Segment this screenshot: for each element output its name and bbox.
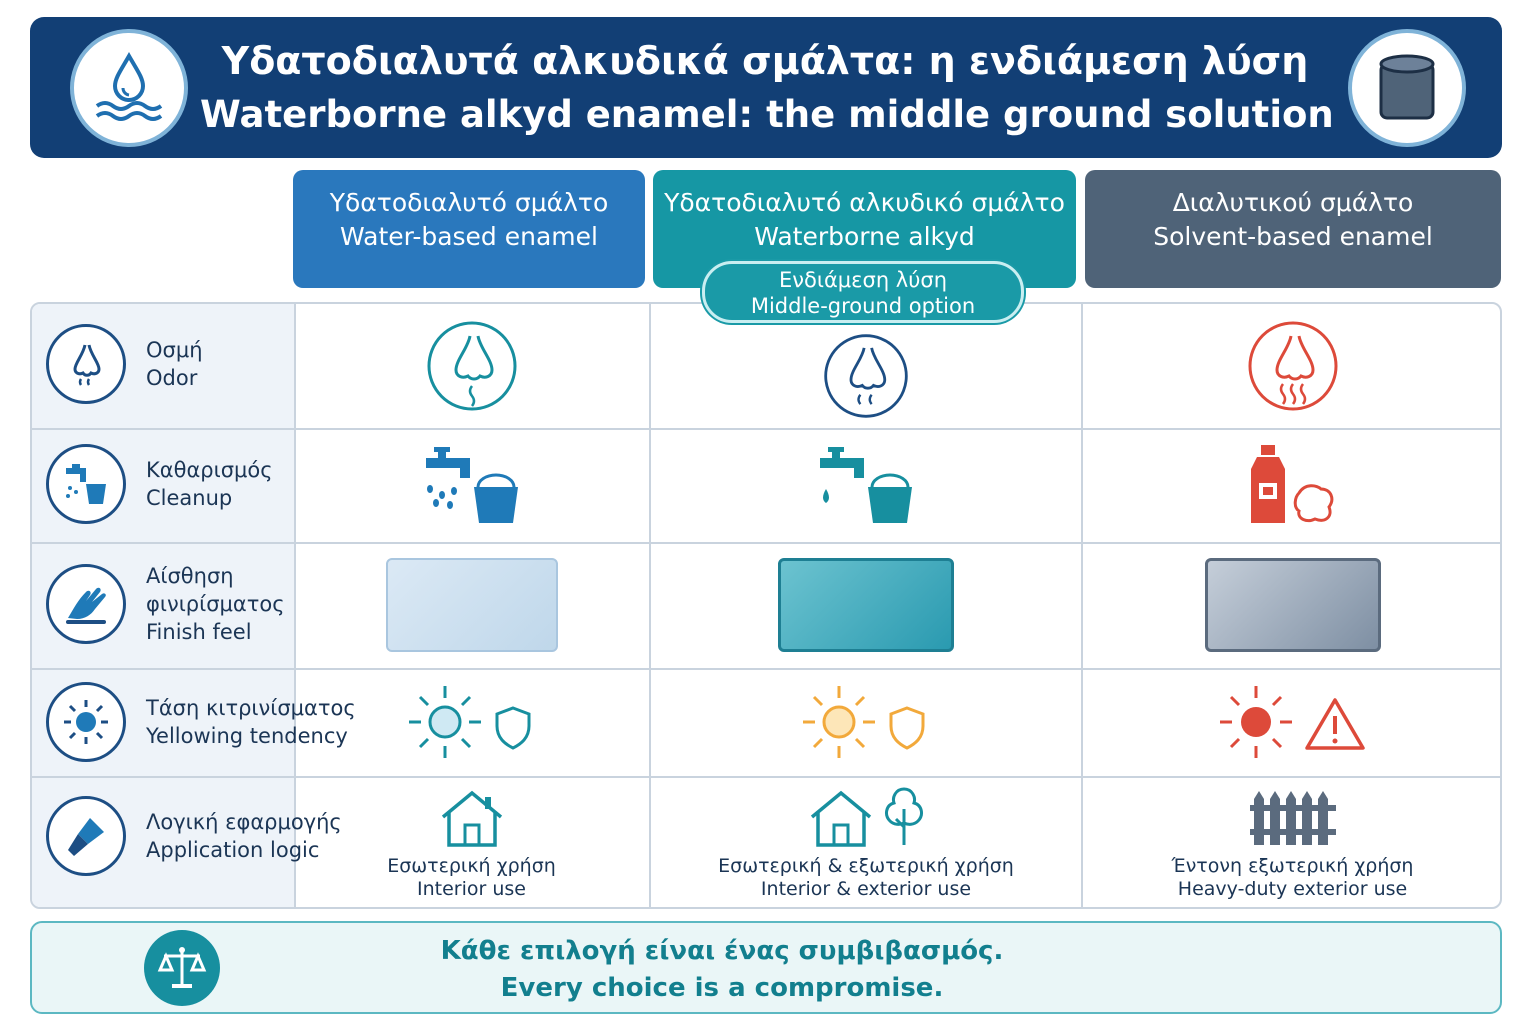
finish-swatch-gloss (1205, 558, 1381, 652)
column-title-greek: Υδατοδιαλυτό σμάλτο (329, 188, 609, 217)
row-label-cleanup (46, 444, 273, 524)
nose-icon (821, 331, 911, 421)
cell-cleanup-water (294, 428, 649, 542)
badge-english: Middle-ground option (750, 294, 976, 318)
application-greek: Εσωτερική χρήση (387, 854, 556, 877)
row-label-greek: Λογική εφαρμογής (146, 810, 342, 834)
cell-odor-solvent (1083, 304, 1502, 428)
badge-greek: Ενδιάμεση λύση (779, 268, 947, 292)
row-label-english: Cleanup (146, 486, 233, 510)
column-title-english: Waterborne alkyd (754, 222, 975, 251)
column-title-greek: Διαλυτικού σμάλτο (1172, 188, 1414, 217)
application-greek: Έντονη εξωτερική χρήση (1171, 854, 1414, 877)
title-english: Waterborne alkyd enamel: the middle ground solution (200, 93, 1334, 136)
row-label-greek: Αίσθηση (146, 564, 234, 588)
header-banner (30, 17, 1502, 158)
column-header-solvent-based (1085, 170, 1501, 288)
fence-icon (1248, 787, 1338, 847)
finish-swatch-matte (386, 558, 558, 652)
cell-cleanup-solvent (1083, 428, 1502, 542)
sun-icon (46, 682, 126, 762)
cell-yellowing-alkyd (649, 668, 1083, 776)
hand-icon (46, 564, 126, 644)
brush-icon (46, 796, 126, 876)
row-label-english: Application logic (146, 838, 320, 862)
faucet-bucket-icon (46, 444, 126, 524)
row-label-greek-line2: φινιρίσματος (146, 592, 285, 616)
title-greek: Υδατοδιαλυτά αλκυδικά σμάλτα: η ενδιάμεση λύση (221, 39, 1309, 83)
water-drop-icon (70, 29, 188, 147)
house-tree-icon (796, 787, 936, 849)
column-title-english: Solvent-based enamel (1153, 222, 1433, 251)
cell-application-solvent (1083, 776, 1502, 909)
comparison-table (30, 302, 1502, 909)
column-title-greek: Υδατοδιαλυτό αλκυδικό σμάλτο (664, 188, 1065, 217)
row-label-greek: Καθαρισμός (146, 458, 273, 482)
nose-icon (46, 324, 126, 404)
row-label-english: Finish feel (146, 620, 252, 644)
cell-finish-water (294, 542, 649, 668)
row-label-finish-feel (46, 562, 285, 646)
application-english: Interior use (417, 877, 526, 900)
row-label-greek: Τάση κιτρινίσματος (146, 696, 356, 720)
cell-application-alkyd (649, 776, 1083, 909)
faucet-bucket-icon (816, 443, 916, 527)
paint-can-icon (1348, 29, 1466, 147)
application-english: Interior & exterior use (760, 877, 972, 900)
cell-application-water (294, 776, 649, 909)
finish-swatch-satin (778, 558, 954, 652)
house-icon (437, 787, 507, 849)
cell-finish-solvent (1083, 542, 1502, 668)
nose-icon (424, 318, 520, 414)
cell-yellowing-water (294, 668, 649, 776)
sun-shield-icon (407, 682, 537, 762)
application-greek: Εσωτερική & εξωτερική χρήση (718, 854, 1014, 877)
row-label-english: Odor (146, 366, 198, 390)
cell-yellowing-solvent (1083, 668, 1502, 776)
middle-ground-badge (702, 261, 1024, 323)
column-header-water-based (293, 170, 645, 288)
row-label-odor (46, 324, 203, 404)
application-english: Heavy-duty exterior use (1177, 877, 1408, 900)
balance-scale-icon (144, 930, 220, 1006)
cell-odor-water (294, 304, 649, 428)
sun-shield-icon (801, 682, 931, 762)
row-label-greek: Οσμή (146, 338, 203, 362)
nose-icon (1245, 318, 1341, 414)
row-label-english: Yellowing tendency (146, 724, 348, 748)
column-title-english: Water-based enamel (340, 222, 598, 251)
footer-english: Every choice is a compromise. (500, 973, 944, 1003)
sun-warning-icon (1218, 682, 1368, 762)
cell-finish-alkyd (649, 542, 1083, 668)
cell-cleanup-alkyd (649, 428, 1083, 542)
solvent-bottle-icon (1243, 443, 1343, 527)
footer-banner (30, 921, 1502, 1014)
faucet-bucket-icon (422, 443, 522, 527)
footer-greek: Κάθε επιλογή είναι ένας συμβιβασμός. (440, 936, 1004, 966)
